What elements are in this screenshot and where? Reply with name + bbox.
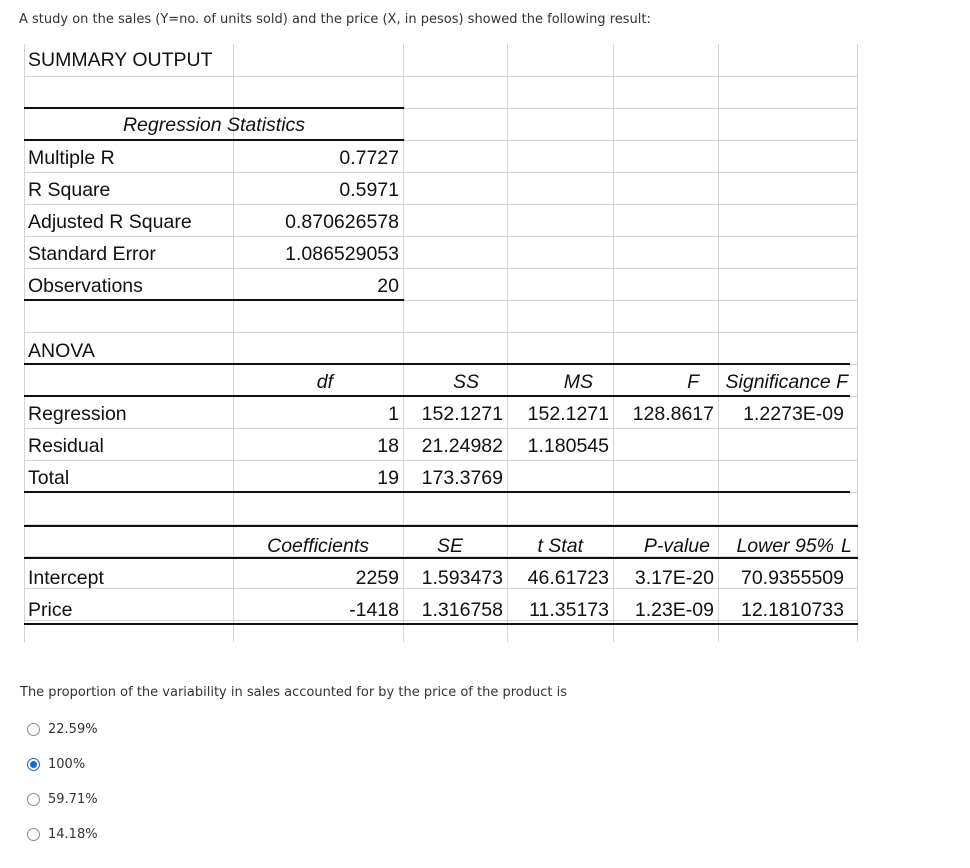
gridline	[24, 332, 858, 333]
anova-df: 1	[388, 403, 399, 425]
coef-row-label: Intercept	[28, 567, 104, 589]
stat-label: Multiple R	[28, 147, 115, 169]
answer-option-d[interactable]	[27, 824, 98, 844]
coef-header-t-stat: t Stat	[537, 535, 583, 557]
coef-p-value: 3.17E-20	[634, 567, 714, 589]
coef-header-coefficients: Coefficients	[267, 535, 369, 557]
stat-label: Standard Error	[28, 243, 156, 265]
radio-button-selected[interactable]	[27, 758, 40, 771]
anova-row-label: Regression	[28, 403, 127, 425]
answer-option-label: 100%	[48, 756, 86, 772]
gridline	[24, 76, 858, 77]
radio-button[interactable]	[27, 723, 40, 736]
stat-value: 0.7727	[339, 147, 399, 169]
intro-text: A study on the sales (Y=no. of units sold) and the price (X, in pesos) showed the following result:	[19, 12, 651, 27]
coef-lower-95: 70.9355509	[740, 567, 844, 589]
anova-ss: 152.1271	[421, 403, 503, 425]
answer-option-label: 59.71%	[48, 791, 98, 807]
anova-row-label: Residual	[28, 435, 104, 457]
stat-label: R Square	[28, 179, 111, 201]
stat-label: Adjusted R Square	[28, 211, 192, 233]
anova-header-ss: SS	[452, 371, 479, 393]
answer-option-c[interactable]	[27, 789, 98, 809]
stat-value: 0.5971	[339, 179, 399, 201]
question-text: The proportion of the variability in sales accounted for by the price of the product is	[20, 685, 567, 700]
coef-lower-95: 12.1810733	[740, 599, 844, 621]
anova-title: ANOVA	[28, 340, 95, 362]
anova-f: 128.8617	[632, 403, 714, 425]
anova-header-ms: MS	[563, 371, 593, 393]
anova-header-significance-f: Significance F	[725, 371, 848, 393]
answer-option-b[interactable]	[27, 754, 85, 774]
regression-output-sheet	[24, 44, 858, 642]
anova-header-df: df	[316, 371, 333, 393]
regression-statistics-header: Regression Statistics	[122, 114, 306, 136]
answer-option-label: 14.18%	[48, 826, 98, 842]
anova-row-label: Total	[28, 467, 70, 489]
anova-significance-f: 1.2273E-09	[743, 403, 844, 425]
coef-header-lower-95: Lower 95%	[736, 535, 834, 557]
stat-value: 1.086529053	[285, 243, 399, 265]
radio-button[interactable]	[27, 793, 40, 806]
anova-ms: 152.1271	[527, 403, 609, 425]
coef-header-p-value: P-value	[643, 535, 710, 557]
stat-value: 20	[377, 275, 399, 297]
coef-t-stat: 11.35173	[529, 599, 609, 621]
answer-option-a[interactable]	[27, 719, 98, 739]
stat-value: 0.870626578	[285, 211, 399, 233]
coef-header-se: SE	[436, 535, 463, 557]
coef-row-label: Price	[28, 599, 73, 621]
anova-header-f: F	[687, 371, 699, 393]
radio-button[interactable]	[27, 828, 40, 841]
table-border	[24, 525, 858, 527]
coef-se: 1.593473	[421, 567, 503, 589]
coef-value: 2259	[355, 567, 399, 589]
answer-option-label: 22.59%	[48, 721, 98, 737]
anova-ss: 173.3769	[421, 467, 503, 489]
anova-ss: 21.24982	[421, 435, 503, 457]
coef-p-value: 1.23E-09	[634, 599, 714, 621]
anova-df: 19	[377, 467, 399, 489]
coef-t-stat: 46.61723	[527, 567, 609, 589]
stat-label: Observations	[28, 275, 143, 297]
anova-df: 18	[377, 435, 399, 457]
anova-ms: 1.180545	[527, 435, 609, 457]
coef-value: -1418	[349, 599, 399, 621]
summary-output-title: SUMMARY OUTPUT	[28, 49, 213, 71]
coef-se: 1.316758	[421, 599, 503, 621]
coef-header-upper-clipped: L	[841, 535, 852, 557]
